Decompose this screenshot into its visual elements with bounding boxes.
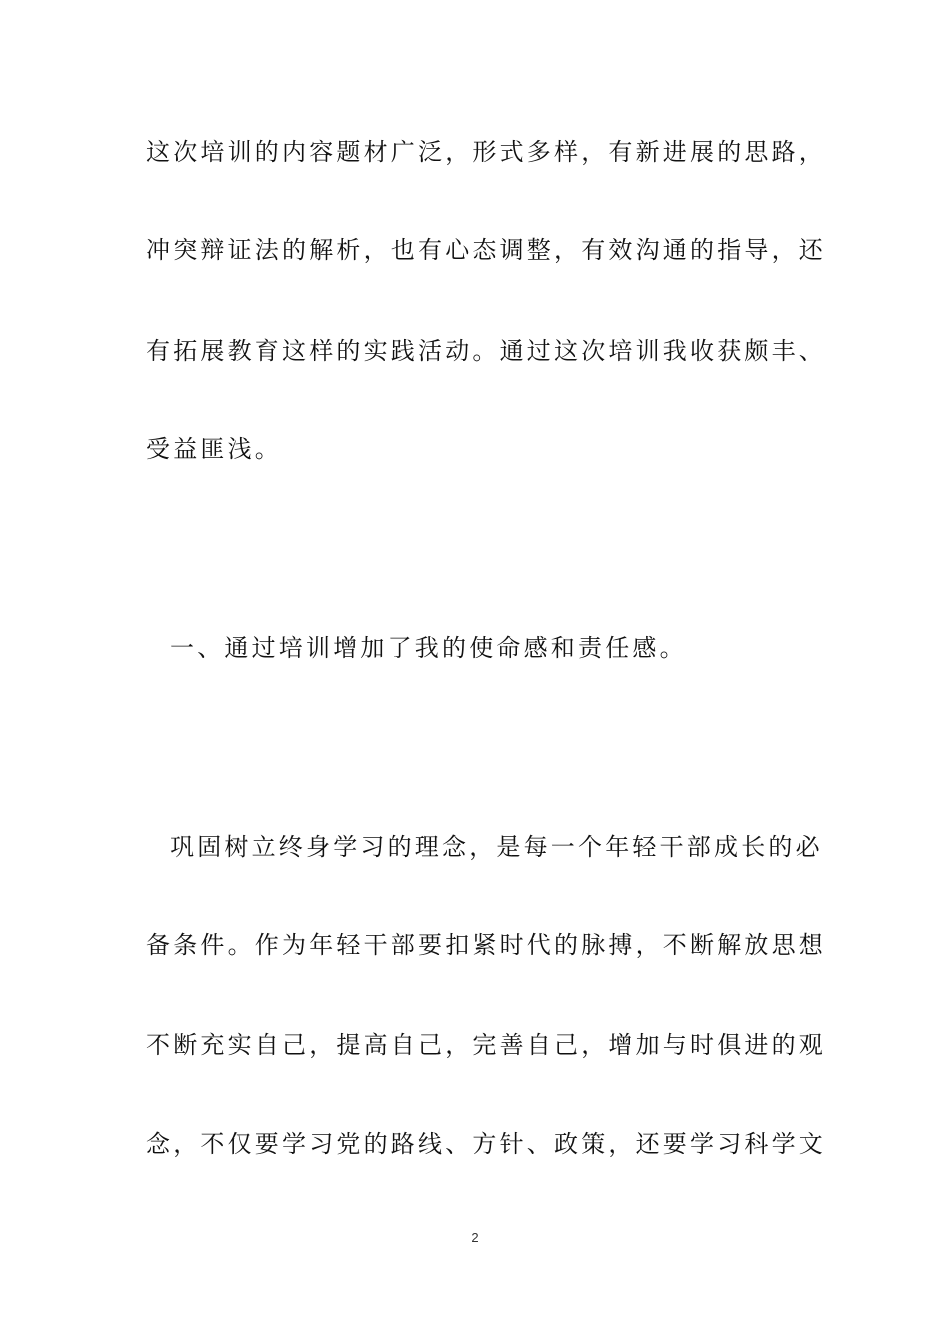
paragraph-line: 这次培训的内容题材广泛，形式多样，有新进展的思路，	[146, 138, 826, 166]
section-heading: 一、通过培训增加了我的使命感和责任感。	[170, 634, 687, 662]
paragraph-line: 巩固树立终身学习的理念，是每一个年轻干部成长的必	[170, 833, 823, 861]
paragraph-line: 冲突辩证法的解析，也有心态调整，有效沟通的指导，还	[146, 236, 826, 264]
page-number: 2	[471, 1230, 479, 1245]
paragraph-line: 受益匪浅。	[146, 435, 282, 463]
paragraph-line: 念，不仅要学习党的路线、方针、政策，还要学习科学文	[146, 1130, 826, 1158]
paragraph-line: 备条件。作为年轻干部要扣紧时代的脉搏，不断解放思想	[146, 931, 826, 959]
paragraph-line: 不断充实自己，提高自己，完善自己，增加与时俱进的观	[146, 1031, 826, 1059]
paragraph-line: 有拓展教育这样的实践活动。通过这次培训我收获颇丰、	[146, 337, 826, 365]
